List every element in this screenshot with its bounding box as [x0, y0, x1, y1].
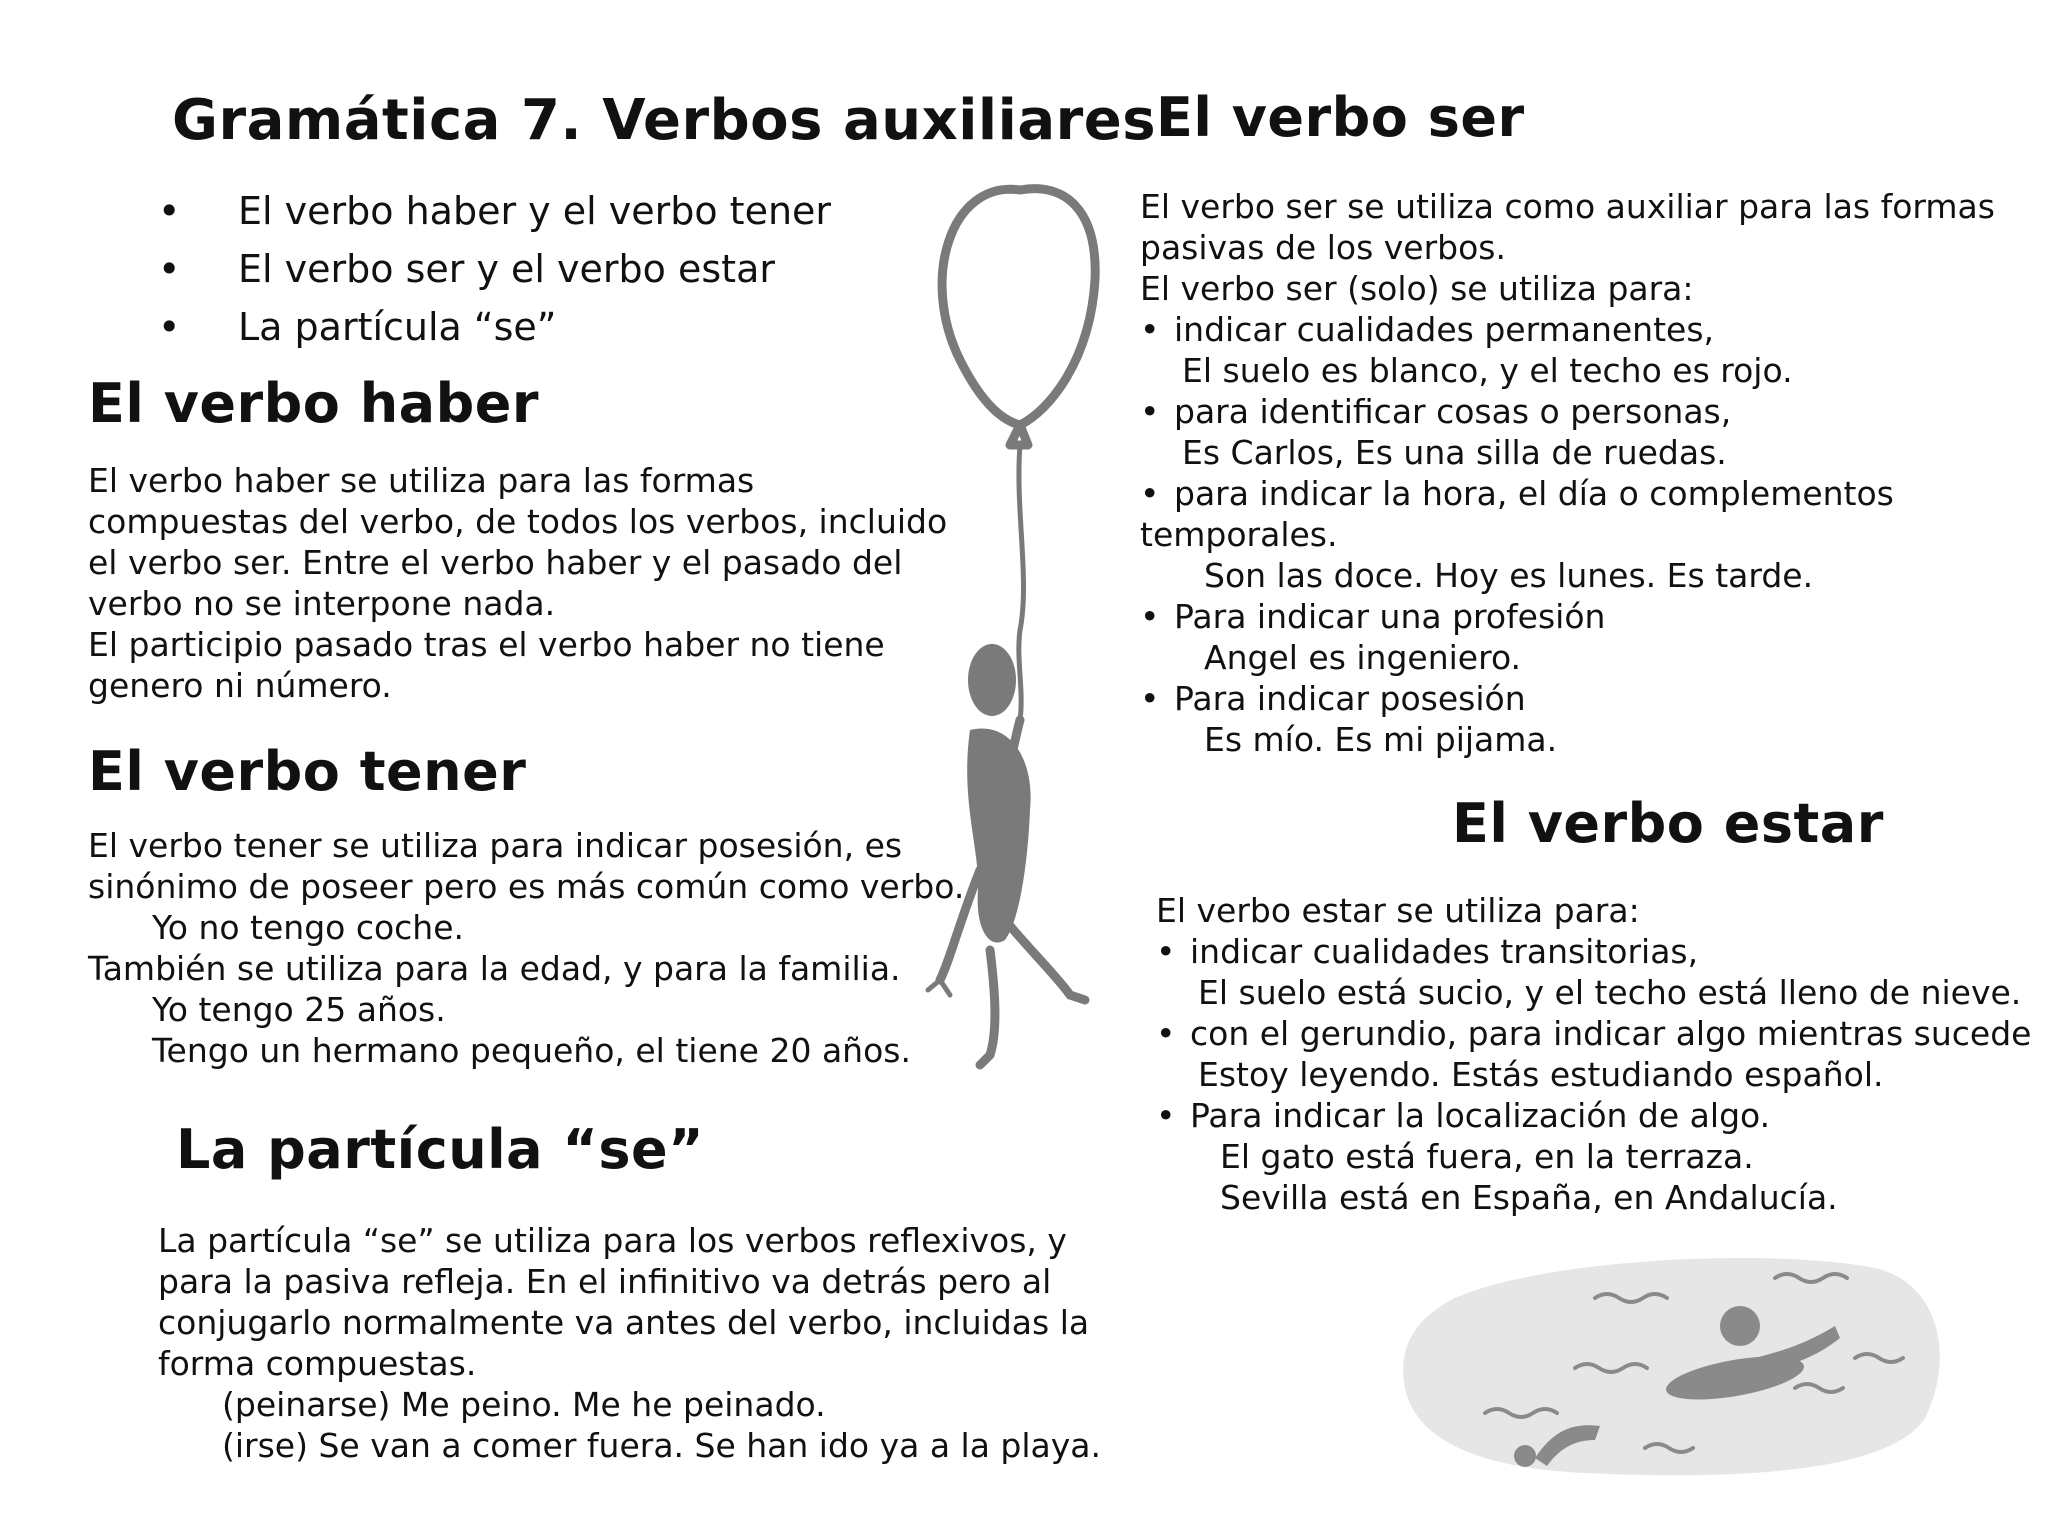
toc-item: • El verbo haber y el verbo tener [150, 182, 831, 240]
balloon-figure-illustration [920, 160, 1120, 1080]
haber-heading: El verbo haber [88, 372, 539, 435]
toc-item: • El verbo ser y el verbo estar [150, 240, 831, 298]
bullet: • [1140, 597, 1160, 636]
bullet: • [1156, 1014, 1176, 1053]
bullet: • [1140, 310, 1160, 349]
se-heading: La partícula “se” [176, 1118, 705, 1181]
page-title: Gramática 7. Verbos auxiliares [172, 88, 1157, 153]
bullet: • [1156, 1096, 1176, 1135]
bullet: • [1140, 392, 1160, 431]
se-text: La partícula “se” se utiliza para los verbos reflexivos, y para la pasiva refleja. En el infinitivo va detrás pero al conjugarlo normalmente va antes del verbo, incluidas la forma compuestas. (peinarse) Me peino. Me he peinado. (irse) Se van a comer fuera. Se han ido ya a la playa. [158, 1221, 1102, 1465]
bullet: • [1140, 474, 1160, 513]
ser-text: El verbo ser se utiliza como auxiliar para las formas pasivas de los verbos. El verbo ser (solo) se utiliza para: • indicar cualidades permanentes, El suelo es blanco, y el techo es rojo. • para identificar cosas o personas, Es Carlos, Es una silla de ruedas. • para indicar la hora, el día o complementos temporales. Son las doce. Hoy es lunes. Es tarde. • Para indicar una profesión Angel es ingeniero. • Para indicar posesión Es mío. Es mi pijama. [1140, 187, 1995, 759]
estar-heading: El verbo estar [1452, 792, 1884, 855]
tener-text: El verbo tener se utiliza para indicar posesión, es sinónimo de poseer pero es más común como verbo. Yo no tengo coche. También se utiliza para la edad, y para la familia. Yo tengo 25 años. Tengo un hermano pequeño, el tiene 20 años. [88, 826, 965, 1070]
tener-heading: El verbo tener [88, 740, 527, 803]
ser-heading: El verbo ser [1156, 86, 1525, 149]
table-of-contents [150, 182, 831, 356]
toc-item: • La partícula “se” [150, 298, 831, 356]
estar-text: El verbo estar se utiliza para: • indicar cualidades transitorias, El suelo está sucio, y el techo está lleno de nieve. • con el gerundio, para indicar algo mientras sucede Estoy leyendo. Estás estudiando español. • Para indicar la localización de algo. El gato está fuera, en la terraza. Sevilla está en España, en Andalucía. [1156, 891, 2032, 1217]
bullet: • [158, 247, 181, 291]
swimmer-illustration [1395, 1248, 1955, 1488]
haber-text: El verbo haber se utiliza para las formas compuestas del verbo, de todos los verbos, incluido el verbo ser. Entre el verbo haber y el pasado del verbo no se interpone nada. El participio pasado tras el verbo haber no tiene genero ni número. [88, 461, 948, 705]
bullet: • [158, 305, 181, 349]
bullet: • [158, 189, 181, 233]
bullet: • [1156, 932, 1176, 971]
bullet: • [1140, 679, 1160, 718]
